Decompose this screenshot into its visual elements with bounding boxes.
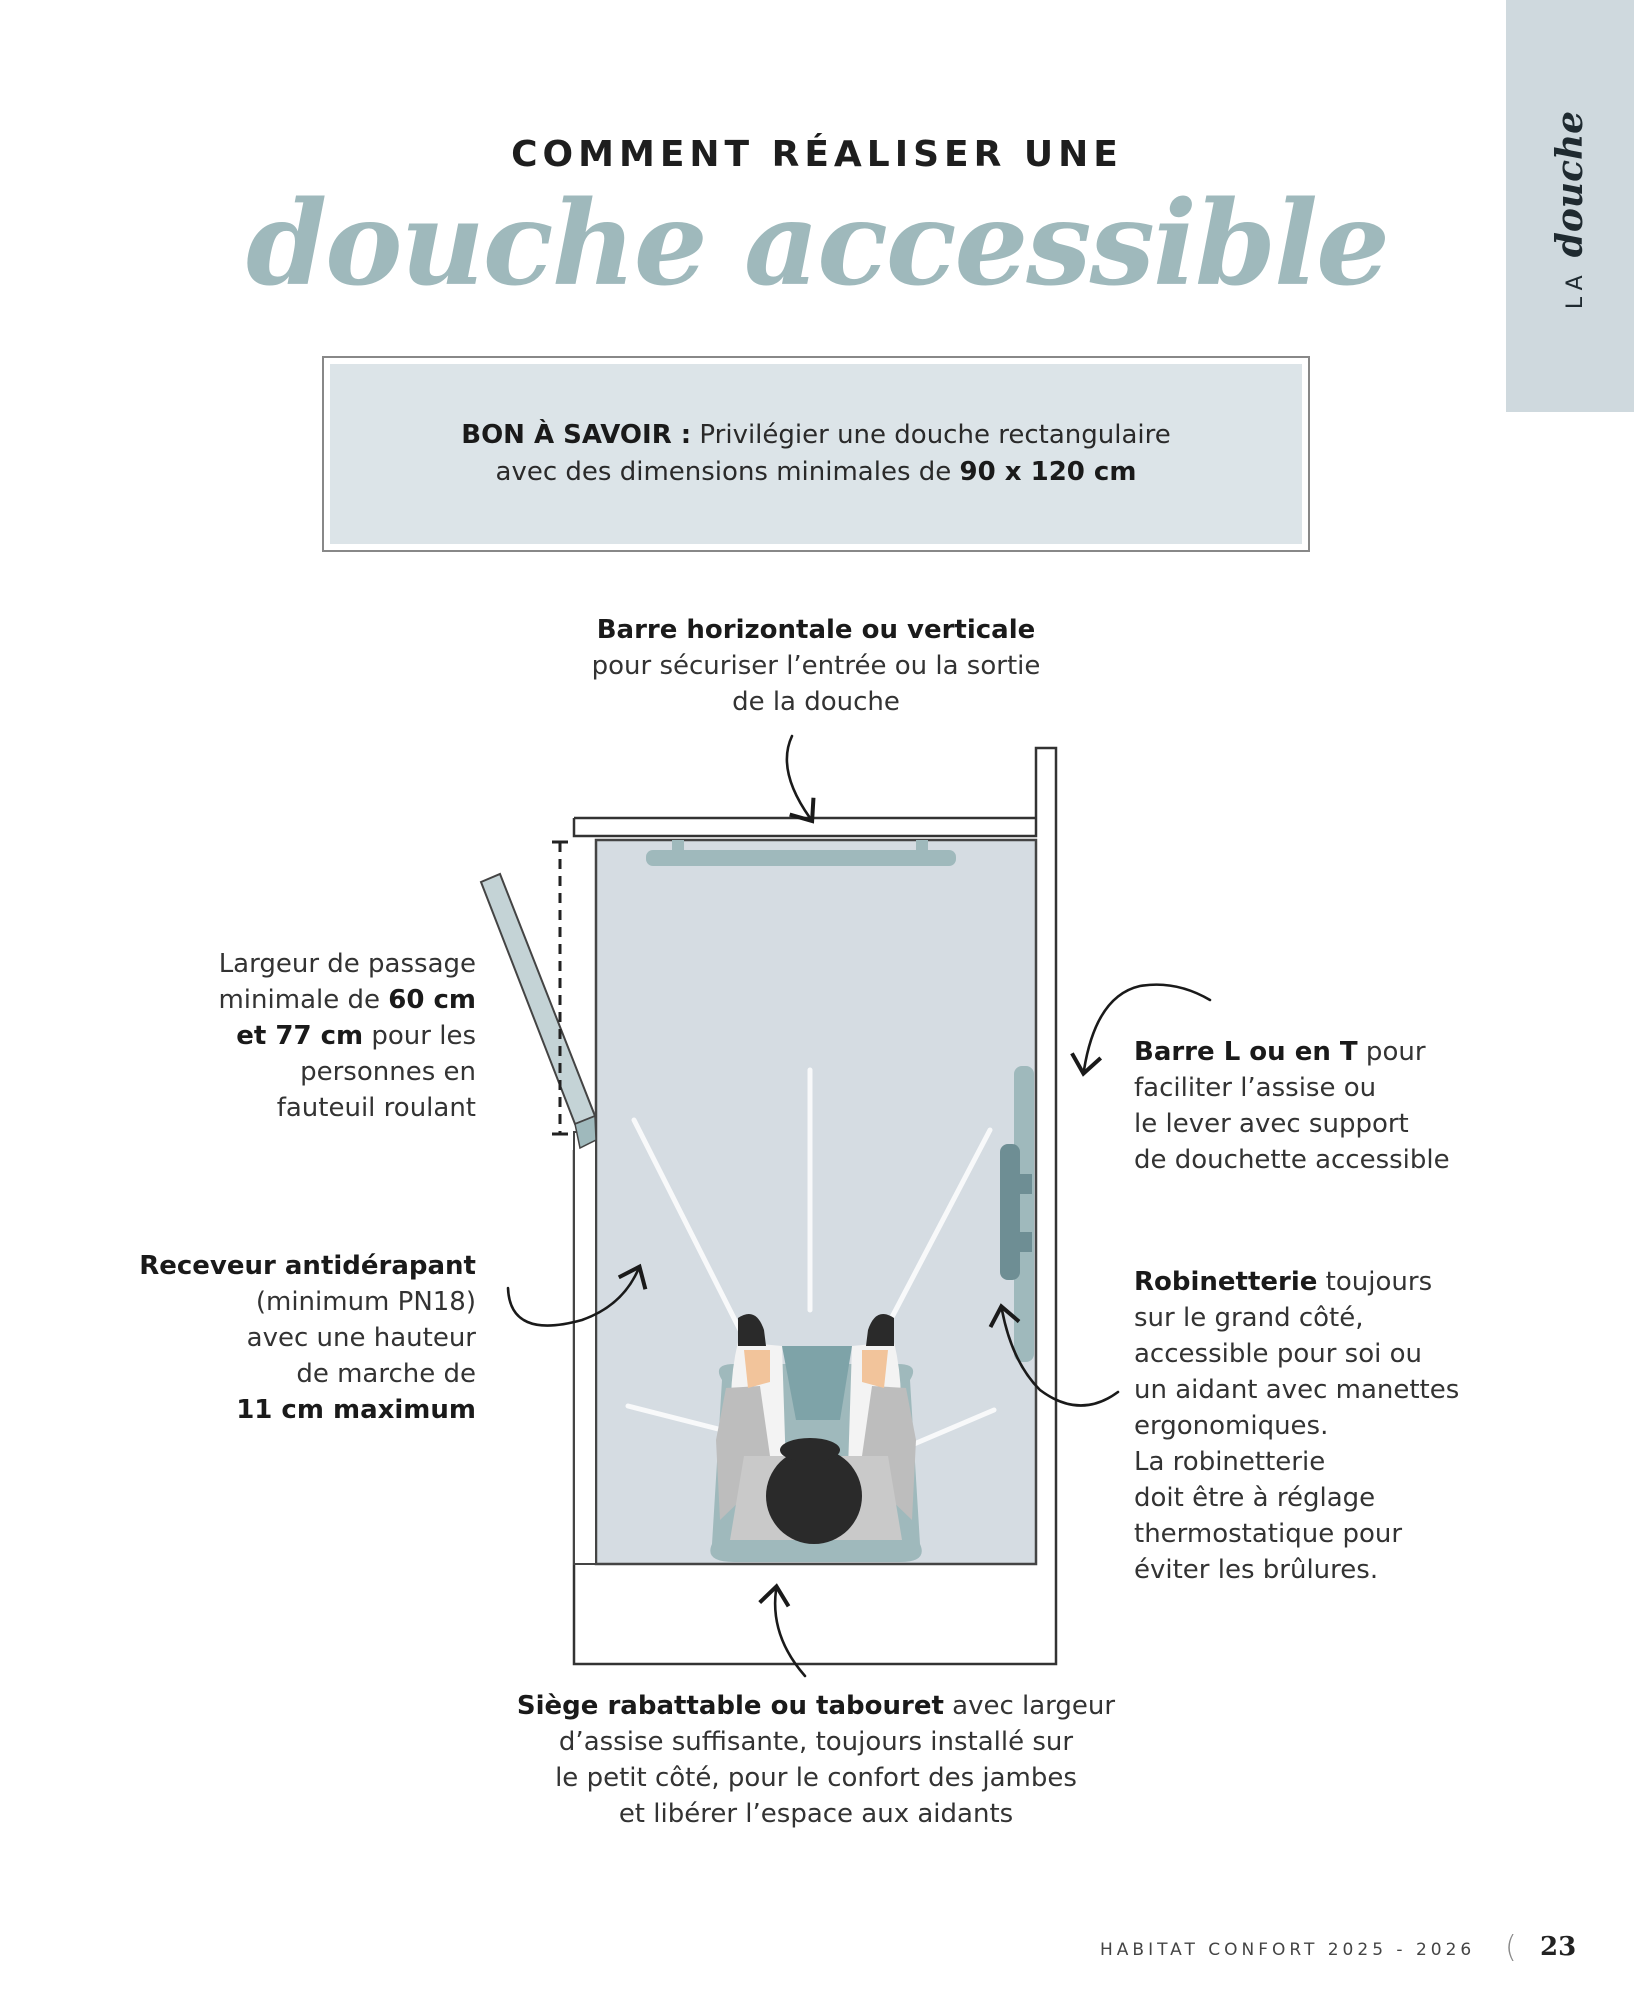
label-passage-60cm: 60 cm	[388, 985, 476, 1015]
label-robinetterie	[1134, 1264, 1524, 1588]
side-wall	[574, 1132, 596, 1564]
label-passage-line3	[160, 1018, 476, 1054]
label-robinetterie-line8: thermostatique pour	[1134, 1519, 1403, 1549]
label-passage-line2-text: minimale de	[218, 985, 389, 1015]
label-robinetterie-title: Robinetterie	[1134, 1267, 1318, 1297]
label-robinetterie-line6: La robinetterie	[1134, 1447, 1326, 1477]
page-title: douche accessible	[246, 176, 1388, 312]
page-kicker: COMMENT RÉALISER UNE	[511, 134, 1123, 175]
label-barre-horizontale	[516, 612, 1116, 720]
page-number: 23	[1540, 1932, 1577, 1962]
label-barre-horizontale-line3: de la douche	[732, 687, 900, 717]
label-receveur-title: Receveur antidérapant	[139, 1251, 476, 1281]
tip-dimensions: 90 x 120 cm	[959, 457, 1137, 487]
label-robinetterie-line1-text: toujours	[1317, 1267, 1433, 1297]
section-tab-word: douche	[1549, 110, 1591, 258]
label-siege-line4: et libérer l’espace aux aidants	[618, 1799, 1014, 1829]
label-passage-77cm: et 77 cm	[236, 1021, 364, 1051]
label-receveur-line3: avec une hauteur	[246, 1323, 476, 1353]
label-barre-horizontale-line2: pour sécuriser l’entrée ou la sortie	[591, 651, 1041, 681]
label-receveur-11cm: 11 cm maximum	[236, 1395, 476, 1425]
label-receveur-line2: (minimum PN18)	[255, 1287, 476, 1317]
tip-line-1-text: Privilégier une douche rectangulaire	[691, 420, 1171, 450]
label-siege-line2: d’assise suffisante, toujours installé sur	[558, 1727, 1074, 1757]
label-robinetterie-line7: doit être à réglage	[1134, 1483, 1376, 1513]
label-barre-l-line3: le lever avec support	[1134, 1109, 1409, 1139]
label-siege	[466, 1688, 1166, 1832]
label-barre-l-line1-text: pour	[1357, 1037, 1426, 1067]
label-robinetterie-line4: un aidant avec manettes	[1134, 1375, 1460, 1405]
label-barre-l	[1134, 1034, 1514, 1178]
label-barre-l-title: Barre L ou en T	[1134, 1037, 1358, 1067]
door-icon	[481, 842, 596, 1148]
label-robinetterie-line2: sur le grand côté,	[1134, 1303, 1364, 1333]
label-barre-horizontale-title: Barre horizontale ou verticale	[596, 615, 1036, 645]
footer-separator: (	[1505, 1930, 1517, 1965]
label-passage-line4: personnes en	[300, 1057, 476, 1087]
label-passage-line5: fauteuil roulant	[276, 1093, 476, 1123]
label-barre-l-line4: de douchette accessible	[1134, 1145, 1450, 1175]
tip-lead: BON À SAVOIR :	[461, 420, 692, 450]
label-siege-line1-text: avec largeur	[943, 1691, 1116, 1721]
label-robinetterie-line3: accessible pour soi ou	[1134, 1339, 1422, 1369]
label-barre-l-line2: faciliter l’assise ou	[1134, 1073, 1377, 1103]
label-passage-line2	[160, 982, 476, 1018]
label-siege-line1	[466, 1688, 1166, 1724]
label-barre-l-line1	[1134, 1034, 1514, 1070]
label-receveur-line4: de marche de	[296, 1359, 476, 1389]
label-robinetterie-line1	[1134, 1264, 1524, 1300]
label-robinetterie-line9: éviter les brûlures.	[1134, 1555, 1379, 1585]
footer-publication: HABITAT CONFORT 2025 - 2026	[1100, 1940, 1476, 1960]
label-siege-line3: le petit côté, pour le confort des jambes	[555, 1763, 1077, 1793]
label-largeur-passage	[160, 946, 476, 1126]
label-receveur	[110, 1248, 476, 1428]
label-robinetterie-line5: ergonomiques.	[1134, 1411, 1329, 1441]
arrow-top	[787, 736, 810, 818]
tip-line-2-text: avec des dimensions minimales de	[495, 457, 960, 487]
label-siege-title: Siège rabattable ou tabouret	[516, 1691, 944, 1721]
section-tab-prefix: LA	[1563, 269, 1588, 310]
label-passage-line3-text: pour les	[363, 1021, 476, 1051]
label-passage-line1: Largeur de passage	[218, 949, 476, 979]
person-icon	[710, 1314, 921, 1562]
